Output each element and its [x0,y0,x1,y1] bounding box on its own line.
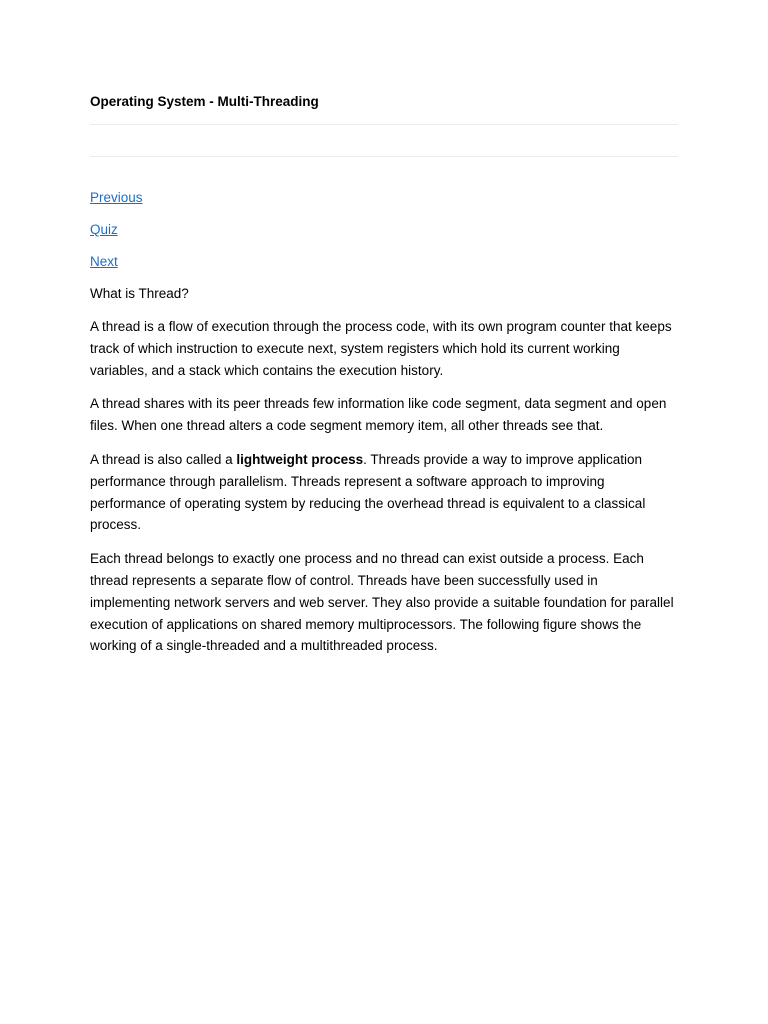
quiz-link[interactable]: Quiz [90,222,118,237]
article-content [90,92,678,657]
section-divider [90,156,678,157]
paragraph-lightweight-process [90,449,678,536]
next-link[interactable]: Next [90,254,118,269]
paragraph-thread-process: Each thread belongs to exactly one process and no thread can exist outside a process. Each thread represents a separate flow of control. Threads have been successfully used in implementing network servers and web server. They also provide a suitable foundation for parallel execution of applications on shared memory multiprocessors. The following figure shows the working of a single-threaded and a multithreaded process. [90,551,674,654]
section-question: What is Thread? [90,286,189,301]
paragraph-text-before: A thread is also called a [90,451,237,467]
lightweight-process-term: lightweight process [236,451,364,467]
paragraph-text-after: . Threads provide a way to improve application performance through parallelism. Threads represent a software approach to improving performance of operating system by reducing the overhead thread is equivalent to a classical process. [90,451,646,533]
title-divider [90,124,678,125]
paragraph-thread-sharing: A thread shares with its peer threads few information like code segment, data segment and open files. When one thread alters a code segment memory item, all other threads see that. [90,396,667,434]
page-title: Operating System - Multi-Threading [90,94,319,109]
previous-link[interactable]: Previous [90,190,143,205]
paragraph-thread-definition: A thread is a flow of execution through the process code, with its own program counter that keeps track of which instruction to execute next, system registers which hold its current working variables, and a stack which contains the execution history. [90,319,672,378]
